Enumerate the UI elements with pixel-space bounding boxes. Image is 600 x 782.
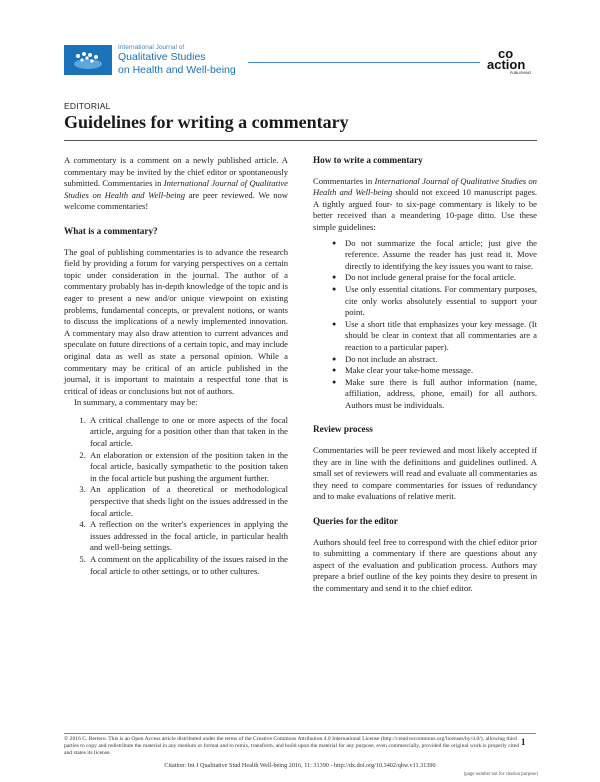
list-item: ● Use a short title that emphasizes your key message. (It should be clear in context that all commentaries are a reaction to a particular paper).: [345, 319, 537, 354]
journal-name-italic: International Journal of Qualitative Studies on Health and Well-being: [64, 178, 288, 200]
section-label: EDITORIAL: [64, 101, 111, 111]
review-heading: Review process: [313, 424, 373, 435]
how-to-heading: How to write a commentary: [313, 155, 423, 165]
review-paragraph: Commentaries will be peer reviewed and most likely accepted if they are in line with the definitions and guidelines outlined. A small set of reviewers will read and evaluate all commentaries as they need to compare commentaries for issues of redundancy and to make evaluations of relative merit.: [313, 445, 537, 502]
page-number-note: (page number not for citation purpose): [463, 772, 538, 777]
license-text: © 2016 C. Bertero. This is an Open Access article distributed under the terms of the Creative Commons Attribution 4.0 International License (http://creativecommons.org/licenses/by/4.0/), allowing third parties to copy and redistribute the material in any medium or format and to remix, transform, and build upon the material for any purpose, even commercially, provided the original work is properly cited and states its license.: [64, 736, 520, 757]
publisher-logo-icon: [486, 46, 538, 74]
header-divider: [248, 62, 480, 63]
citation-line: Citation: Int J Qualitative Stud Health Well-being 2016, 11: 31390 - http://dx.doi.org/10.3402/qhw.v11.31390: [164, 762, 436, 769]
journal-name-line1: Qualitative Studies: [118, 51, 206, 64]
journal-name-line2: on Health and Well-being: [118, 63, 236, 76]
list-item: ● Make clear your take-home message.: [345, 365, 537, 377]
left-column: [64, 155, 288, 577]
list-item: 4. A reflection on the writer's experiences in applying the issues addressed in the focal article, in particular health and well-being settings.: [88, 519, 288, 554]
list-item: 1. A critical challenge to one or more aspects of the focal article, arguing for a position other than that taken in the focal article.: [88, 415, 288, 450]
footer-divider: [64, 733, 536, 734]
publisher-logo-top: co: [498, 46, 514, 61]
list-item: ● Do not include an abstract.: [345, 354, 537, 366]
list-item: ● Make sure there is full author information (name, affiliation, address, phone, email) for all authors. Authors must be individuals.: [345, 377, 537, 412]
journal-logo-icon: [64, 45, 112, 75]
list-item: ● Use only essential citations. For commentary purposes, cite only works absolutely essential to support your point.: [345, 284, 537, 319]
list-item: ● Do not summarize the focal article; just give the reference. Assume the reader has just read it. Move directly to identifying the key issues you want to raise.: [345, 238, 537, 273]
page-number: 1: [521, 737, 526, 747]
summary-line: In summary, a commentary may be:: [74, 397, 198, 408]
publisher-logo-bottom: action: [487, 57, 526, 72]
guidelines-list: [313, 238, 537, 412]
queries-heading: Queries for the editor: [313, 516, 398, 527]
right-column: [313, 155, 537, 595]
what-is-paragraph: The goal of publishing commentaries is to advance the research field by providing a forum for varying perspectives on a certain topic under consideration in the journal. The author of a commentary probably has in-depth knowledge of the topic and is eager to present a new and/or unique viewpoint on existing problems, fundamental concepts, or prevalent notions, or wants to discuss the implications of a newly implemented innovation. A commentary may also draw attention to current advances and speculate on future directions of a certain topic, and may include original data as well as state a personal opinion. While a commentary may be critical of an article published in the journal, it is important to maintain a respectful tone that is critical of ideas or conclusions but not of authors.: [64, 246, 288, 396]
publisher-logo-sub: PUBLISHING: [510, 71, 532, 74]
queries-paragraph: Authors should feel free to correspond with the chief editor prior to submitting a commentary if there are questions about any aspect of the evaluation and publication process. Authors may prepare a brief outline of the key points they desire to present in the commentary and send it to the chief editor.: [313, 536, 537, 593]
what-is-heading: What is a commentary?: [64, 225, 158, 236]
journal-name-italic: International Journal of Qualitative Studies on Health and Well-being: [313, 175, 537, 198]
how-to-paragraph: Commentaries in International Journal of Qualitative Studies on Health and Well-being should not exceed 10 manuscript pages. A tightly argued four- to six-page commentary is likely to be better received than a meandering 10-page ditto. Use these simple guidelines:: [313, 175, 537, 232]
list-item: ● Do not include general praise for the focal article.: [345, 272, 537, 284]
title-divider: [64, 140, 537, 141]
journal-name-small: International Journal of: [118, 44, 185, 51]
list-item: 5. A comment on the applicability of the issues raised in the focal article to other settings, or to other cultures.: [88, 554, 288, 577]
list-item: 3. An application of a theoretical or methodological perspective that sheds light on the issues addressed in the focal article.: [88, 484, 288, 519]
journal-name: [118, 44, 236, 76]
article-title: Guidelines for writing a commentary: [64, 112, 349, 132]
commentary-types-list: [64, 415, 288, 577]
list-item: 2. An elaboration or extension of the position taken in the focal article, basically sympathetic to the position taken in the focal article but pushing the argument further.: [88, 450, 288, 485]
intro-paragraph: A commentary is a comment on a newly published article. A commentary may be invited by the chief editor or spontaneously submitted. Commentaries in International Journal of Qualitative Studies on Health and Well-being are peer reviewed. We now welcome commentaries!: [64, 155, 288, 212]
